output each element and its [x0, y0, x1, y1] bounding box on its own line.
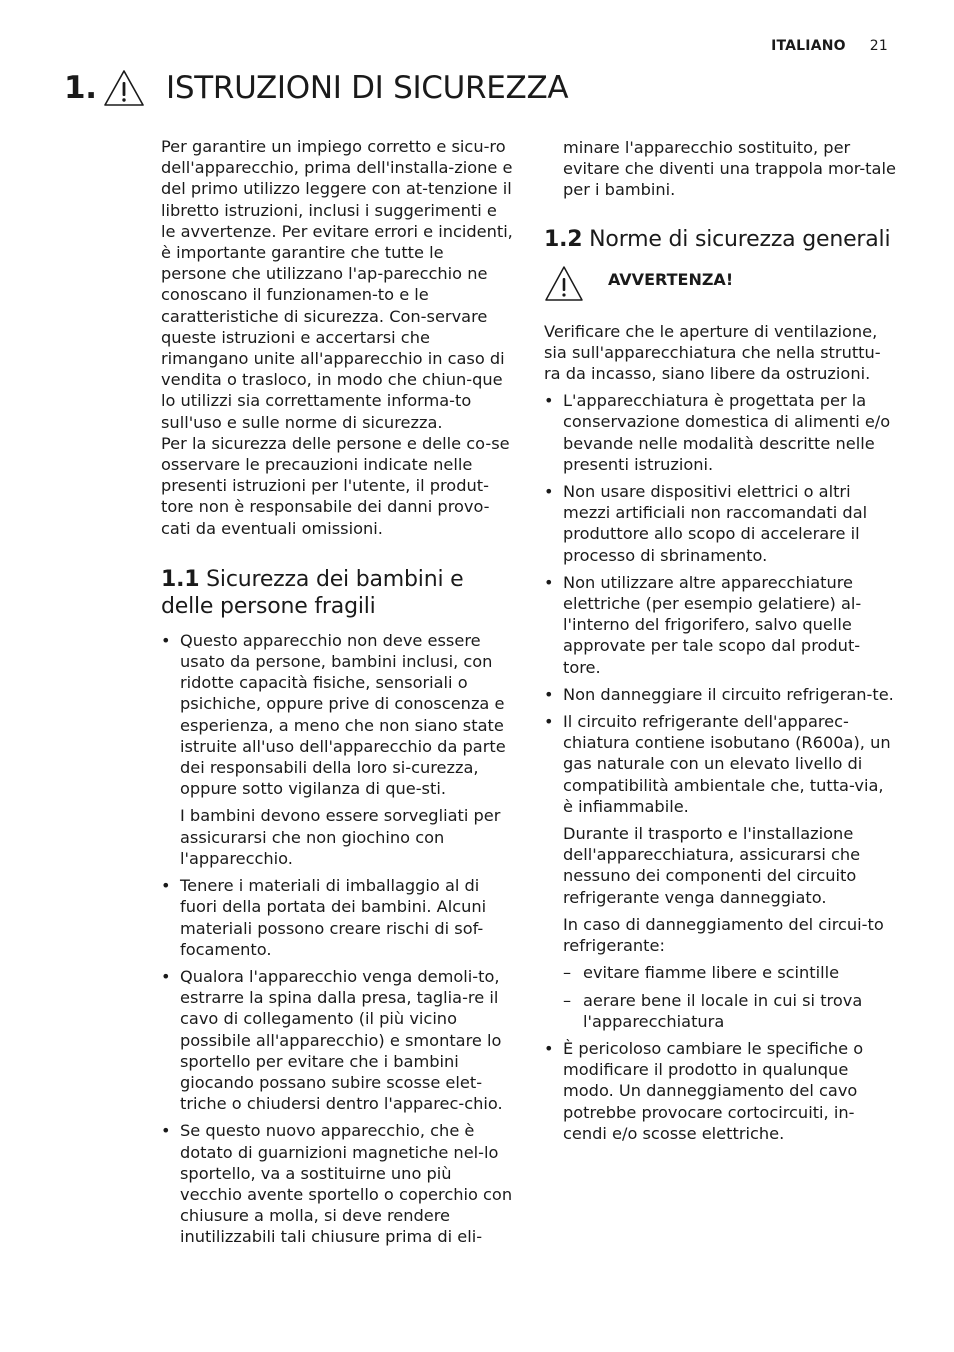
dash-item: – aerare bene il locale in cui si trova l'apparecchiatura [563, 990, 896, 1032]
list-item-text: • Non utilizzare altre apparecchiature elettriche (per esempio gelatiere) al-l'interno del frigorifero, salvo quelle approvate per tale scopo dal produt-tore. [563, 572, 862, 677]
list-item [161, 1120, 513, 1247]
left-column [161, 136, 513, 1254]
chapter-number: 1. [64, 70, 97, 106]
list-item-text: • L'apparecchiatura è progettata per la conservazione domestica di alimenti e/o bevande nelle modalità descritte nelle presenti istruzioni. [563, 391, 891, 474]
chapter-title [64, 66, 568, 110]
list-item-text: • Questo apparecchio non deve essere usato da persone, bambini inclusi, con ridotte capacità fisiche, sensoriali o psichiche, oppure prive di conoscenza e esperienza, a meno che non siano state istruite all'uso dell'apparecchio da parte dei responsabili della loro si-curezza, oppure sotto vigilanza di que-sti. [180, 630, 506, 799]
bullet-list [161, 630, 513, 1248]
list-item-text: • Se questo nuovo apparecchio, che è dotato di guarnizioni magnetiche nel-lo sportello, va a sostituirne uno più vecchio avente sportello o coperchio con chiusure a molla, si deve rendere inutilizzabili tali chiusure prima di eli- [180, 1121, 513, 1247]
list-item [544, 390, 896, 475]
section-heading [544, 226, 896, 253]
list-item-text: • Non danneggiare il circuito refrigeran-te. [563, 684, 894, 704]
language-label: ITALIANO [771, 38, 846, 54]
list-item [544, 684, 896, 705]
section-number: 1.2 [544, 226, 583, 252]
list-item [161, 966, 513, 1114]
intro-paragraph: Per garantire un impiego corretto e sicu-ro dell'apparecchio, prima dell'installa-zione e del primo utilizzo leggere con at-tenzione il libretto istruzioni, inclusi i suggerimenti e le avvertenze. Per evitare errori e incidenti, è importante garantire che tutte le persone che utilizzano l'ap-parecchio ne conoscano il funzionamen-to e le caratteristiche di sicurezza. Con-servare queste istruzioni e accertarsi che rimangano unite all'apparecchio in caso di vendita o trasloco, in modo che chiun-que lo utilizzi sia correttamente informa-to sull'uso e sulle norme di sicurezza. [161, 137, 513, 432]
warning-triangle-icon [544, 265, 584, 303]
chapter-heading: ISTRUZIONI DI SICUREZZA [166, 70, 569, 106]
intro-paragraph: Per la sicurezza delle persone e delle co-se osservare le precauzioni indicate nelle presenti istruzioni per l'utente, il produt-tore non è responsabile dei danni provo-cati da eventuali omissioni. [161, 433, 510, 538]
list-item [544, 572, 896, 678]
warning-box [544, 265, 896, 303]
list-item-text: • Non usare dispositivi elettrici o altri mezzi artificiali non raccomandati dal produttore allo scopo di accelerare il processo di sbrinamento. [563, 482, 868, 565]
lead-paragraph: Verificare che le aperture di ventilazione, sia sull'apparecchiatura che nella struttu-ra da incasso, siano libere da ostruzioni. [544, 321, 881, 384]
warning-label: AVVERTENZA! [608, 269, 734, 289]
list-item [161, 875, 513, 960]
list-item-text: • Qualora l'apparecchio venga demoli-to, estrarre la spina dalla presa, taglia-re il cavo di collegamento (il più vicino possibile all'apparecchio) e smontare lo sportello per evitare che i bambini giocando possano subire scosse elet-triche o chiudersi dentro l'apparec-chio. [180, 966, 503, 1114]
page-header [771, 38, 888, 54]
list-item-text: Durante il trasporto e l'installazione dell'apparecchiatura, assicurarsi che nessuno dei componenti del circuito refrigerante venga danneggiato. [563, 824, 861, 907]
warning-triangle-icon [102, 68, 146, 108]
list-item-text: I bambini devono essere sorvegliati per assicurarsi che non giochino con l'apparecchio. [180, 806, 501, 868]
page-number: 21 [869, 38, 888, 54]
continued-text: minare l'apparecchio sostituito, per evitare che diventi una trappola mor-tale per i bambini. [563, 138, 896, 200]
section-number: 1.1 [161, 566, 200, 592]
section-title: Norme di sicurezza generali [589, 226, 891, 252]
dash-item: – evitare fiamme libere e scintille [563, 962, 896, 983]
dash-list [563, 962, 896, 1032]
list-item [161, 630, 513, 869]
list-item-text: • Il circuito refrigerante dell'apparec-chiatura contiene isobutano (R600a), un gas naturale con un elevato livello di compatibilità ambientale che, tutta-via, è infiammabile. [563, 712, 891, 816]
list-item-text: • Tenere i materiali di imballaggio al di fuori della portata dei bambini. Alcuni materiali possono creare rischi di sof-focamento. [180, 876, 487, 959]
bullet-list [544, 390, 896, 1144]
list-item [544, 481, 896, 566]
list-item-text: • È pericoloso cambiare le specifiche o modificare il prodotto in qualunque modo. Un danneggiamento del cavo potrebbe provocare cortocircuiti, in-cendi e/o scosse elettriche. [563, 1038, 864, 1143]
list-item [544, 711, 896, 1032]
list-item [544, 1038, 896, 1144]
right-column [544, 137, 896, 1150]
section-heading [161, 566, 513, 620]
list-item-text: In caso di danneggiamento del circui-to refrigerante: [563, 914, 884, 956]
section-title: Sicurezza dei bambini e delle persone fragili [161, 566, 464, 619]
